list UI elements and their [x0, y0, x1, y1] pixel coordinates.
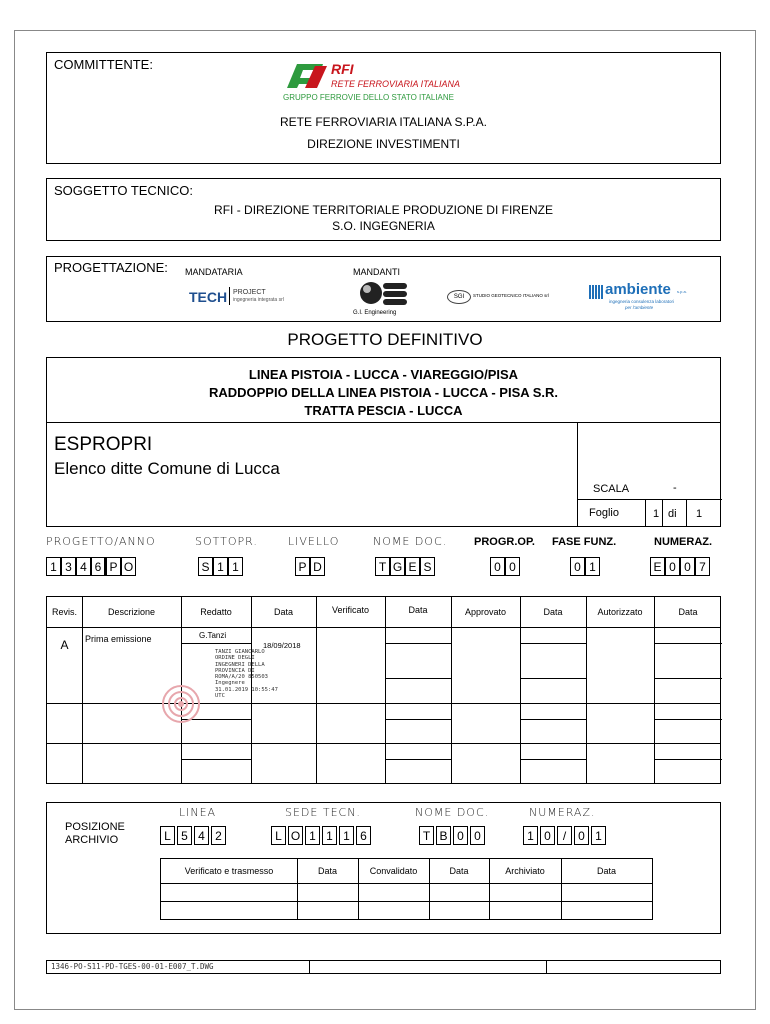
- code-cell: 0: [490, 557, 505, 576]
- code-cell: 3: [61, 557, 76, 576]
- code-cell: 0: [505, 557, 520, 576]
- sottopr-label: SOTTOPR.: [195, 535, 258, 548]
- sgi-logo-text: STUDIO GEOTECNICO ITALIANO srl: [473, 293, 549, 298]
- code-cell: 1: [591, 826, 606, 845]
- header-verificato: Verificato: [331, 605, 370, 615]
- ambiente-logo-suffix: s.p.a.: [677, 289, 687, 294]
- foglio-total: 1: [696, 508, 703, 520]
- fase-funz-label: FASE FUNZ.: [552, 536, 617, 548]
- code-cell: 1: [46, 557, 61, 576]
- header-data: Data: [449, 866, 469, 876]
- ambiente-logo-text: ambiente: [605, 281, 671, 298]
- code-cell: T: [419, 826, 434, 845]
- numeraz-label: NUMERAZ.: [654, 536, 713, 548]
- rfi-logo-icon: [283, 58, 329, 97]
- code-cell: 1: [228, 557, 243, 576]
- code-cell: S: [198, 557, 213, 576]
- header-data: Data: [543, 607, 563, 617]
- header-approvato: Approvato: [464, 607, 507, 617]
- header-revis: Revis.: [51, 607, 77, 617]
- header-descrizione: Descrizione: [107, 607, 156, 617]
- code-cell: O: [121, 557, 136, 576]
- code-cell: 7: [695, 557, 710, 576]
- document-phase-title: PROGETTO DEFINITIVO: [287, 330, 483, 349]
- sede-tecn-label: SEDE TECN.: [285, 806, 361, 819]
- redatto-name: G.Tanzi: [199, 631, 227, 640]
- committente-box: [46, 52, 721, 164]
- tech-logo-sub: PROJECT: [233, 289, 266, 296]
- header-autorizzato: Autorizzato: [597, 607, 643, 617]
- code-cell: E: [650, 557, 665, 576]
- code-cell: 6: [356, 826, 371, 845]
- posizione-label: POSIZIONE: [65, 821, 125, 833]
- filename-bar: [46, 960, 721, 974]
- nome-doc-label: NOME DOC.: [415, 806, 490, 819]
- code-cell: 1: [213, 557, 228, 576]
- ambiente-tagline2: per l'ambiente: [625, 305, 654, 310]
- code-cell: T: [375, 557, 390, 576]
- code-cell: G: [390, 557, 405, 576]
- code-cell: S: [420, 557, 435, 576]
- soggetto-label: SOGGETTO TECNICO:: [54, 183, 193, 198]
- revision-description: Prima emissione: [85, 634, 152, 644]
- code-cell: E: [405, 557, 420, 576]
- mandataria-label: MANDATARIA: [185, 267, 243, 277]
- tech-logo: TECH: [189, 289, 228, 305]
- filename-text: 1346-PO-S11-PD-TGES-00-01-E007_T.DWG: [51, 962, 214, 971]
- scala-label: SCALA: [593, 483, 630, 495]
- progettazione-box: [46, 256, 721, 322]
- code-cell: 0: [665, 557, 680, 576]
- soggetto-line1: RFI - DIREZIONE TERRITORIALE PRODUZIONE DI FIRENZE: [214, 203, 553, 217]
- committente-line2: DIREZIONE INVESTIMENTI: [307, 137, 460, 151]
- revisions-table: [46, 596, 721, 784]
- archive-table: [160, 858, 653, 920]
- code-cell: 0: [453, 826, 468, 845]
- code-cell: L: [271, 826, 286, 845]
- ambiente-logo-icon: [589, 285, 603, 299]
- gi-engineering-text: G.I. Engineering: [353, 310, 397, 316]
- code-cell: 2: [211, 826, 226, 845]
- header-data: Data: [317, 866, 337, 876]
- sgi-logo-icon: SGI: [447, 290, 471, 304]
- linea-label: LINEA: [179, 806, 217, 819]
- scala-value: -: [673, 482, 677, 494]
- header-data: Data: [273, 607, 293, 617]
- archive-box: [46, 802, 721, 934]
- code-cell: O: [288, 826, 303, 845]
- code-cell: 4: [194, 826, 209, 845]
- soggetto-box: [46, 178, 721, 241]
- code-cell: D: [310, 557, 325, 576]
- archivio-label: ARCHIVIO: [65, 834, 119, 846]
- code-cell: 4: [76, 557, 91, 576]
- digital-signature: TANZI GIANCARLO ORDINE DEGLI INGEGNERI DELLA PROVINCIA DI ROMA/A/20 850503 Ingegnere 31.01.2019 10:55:47 UTC: [215, 649, 278, 700]
- code-cell: 0: [574, 826, 589, 845]
- header-convalidato: Convalidato: [369, 866, 418, 876]
- progr-op-label: PROGR.OP.: [474, 536, 535, 548]
- code-cell: L: [160, 826, 175, 845]
- code-cell: 0: [570, 557, 585, 576]
- code-cell: 0: [680, 557, 695, 576]
- signature-stamp-icon: [159, 682, 203, 731]
- code-cell: 0: [540, 826, 555, 845]
- header-redatto: Redatto: [200, 607, 232, 617]
- nome-doc-label: NOME DOC.: [373, 535, 448, 548]
- code-cell: 1: [339, 826, 354, 845]
- header-data: Data: [408, 605, 428, 615]
- project-line2: RADDOPPIO DELLA LINEA PISTOIA - LUCCA - PISA S.R.: [208, 385, 559, 400]
- rfi-logo-line1: RETE FERROVIARIA ITALIANA: [331, 79, 461, 89]
- code-cell: 1: [322, 826, 337, 845]
- code-cell: P: [106, 557, 121, 576]
- code-cell: 1: [305, 826, 320, 845]
- header-data: Data: [596, 866, 616, 876]
- header-archiviato: Archiviato: [505, 866, 545, 876]
- rfi-logo-line2: GRUPPO FERROVIE DELLO STATO ITALIANE: [283, 93, 454, 102]
- soggetto-line2: S.O. INGEGNERIA: [332, 219, 435, 233]
- code-cell: P: [295, 557, 310, 576]
- document-title: ESPROPRI: [54, 434, 153, 455]
- project-line1: LINEA PISTOIA - LUCCA - VIAREGGIO/PISA: [248, 367, 519, 382]
- progettazione-label: PROGETTAZIONE:: [54, 260, 168, 275]
- code-cell: 5: [177, 826, 192, 845]
- foglio-label: Foglio: [589, 507, 619, 519]
- header-data: Data: [678, 607, 698, 617]
- code-cell: 1: [523, 826, 538, 845]
- project-line3: TRATTA PESCIA - LUCCA: [304, 403, 463, 418]
- livello-label: LIVELLO: [288, 535, 340, 548]
- redatto-date: 18/09/2018: [263, 641, 301, 650]
- code-cell: B: [436, 826, 451, 845]
- ambiente-tagline1: ingegneria consulenza laboratori: [609, 299, 675, 304]
- code-cell: 0: [470, 826, 485, 845]
- revision-code: A: [60, 638, 69, 652]
- rfi-logo-title: RFI: [331, 61, 354, 77]
- committente-label: COMMITTENTE:: [54, 57, 153, 72]
- progetto-anno-label: PROGETTO/ANNO: [46, 535, 156, 548]
- numeraz-label: NUMERAZ.: [529, 806, 596, 819]
- code-cell: 6: [91, 557, 106, 576]
- project-box: [46, 357, 721, 527]
- foglio-number: 1: [653, 508, 660, 520]
- document-subtitle: Elenco ditte Comune di Lucca: [54, 459, 280, 478]
- mandanti-label: MANDANTI: [353, 267, 400, 277]
- foglio-di: di: [668, 508, 677, 520]
- code-cell: /: [557, 826, 572, 845]
- code-cell: 1: [585, 557, 600, 576]
- header-verificato-trasmesso: Verificato e trasmesso: [184, 866, 274, 876]
- committente-line1: RETE FERROVIARIA ITALIANA S.P.A.: [280, 115, 487, 129]
- tech-logo-small: ingegneria integrata srl: [233, 297, 284, 303]
